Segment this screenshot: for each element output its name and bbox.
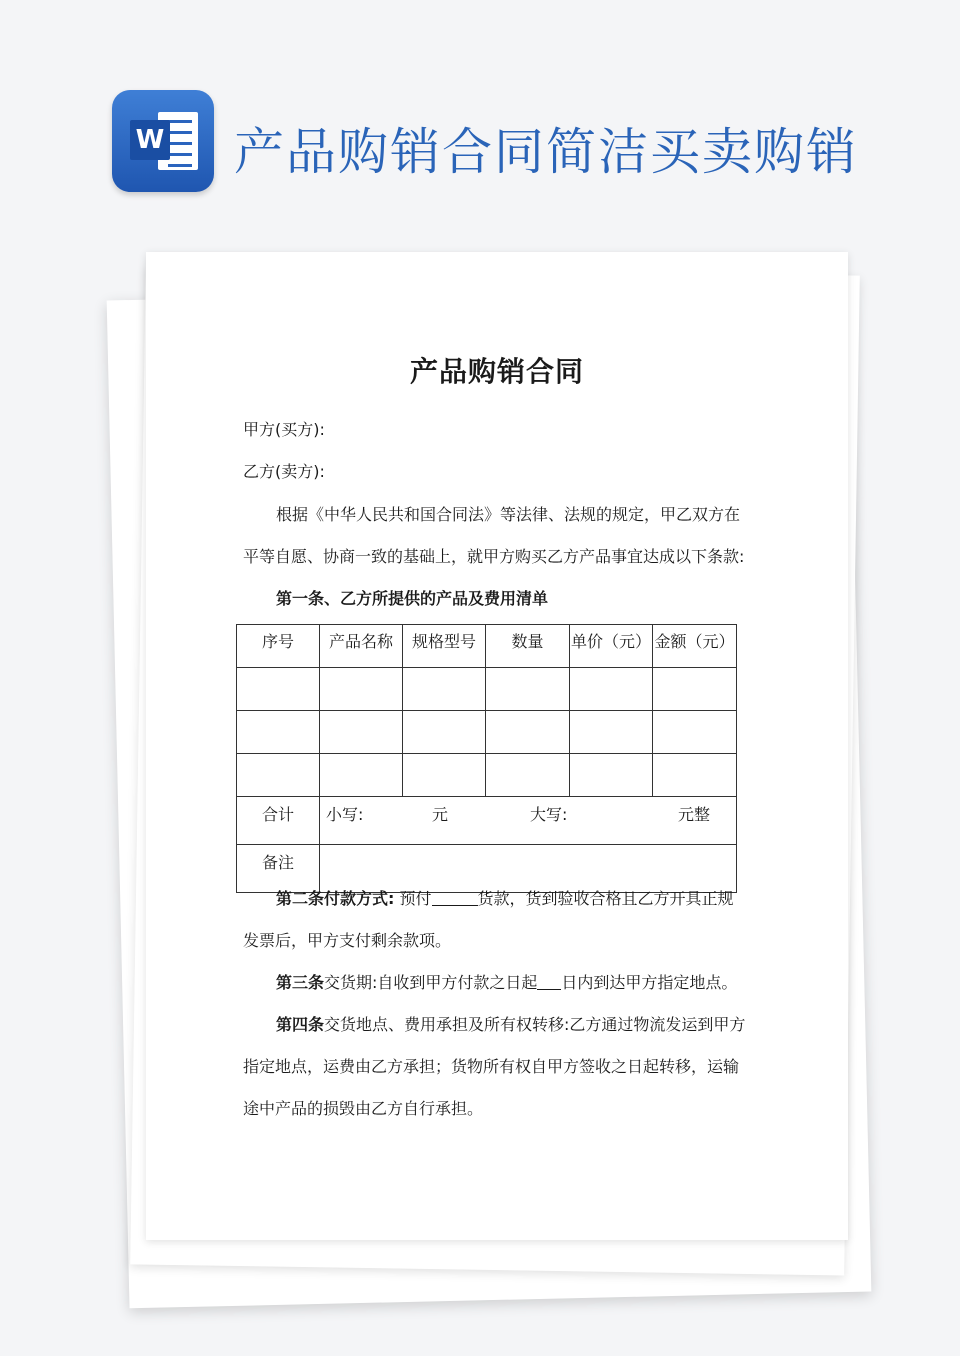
table-row (237, 754, 737, 797)
big-amount-unit: 元整 (678, 805, 711, 824)
article-4-heading: 第四条 (276, 1015, 325, 1034)
article-3-line (276, 970, 737, 993)
header-cell-amount: 金额（元） (653, 625, 737, 668)
header-cell-unit-price: 单价（元） (570, 625, 653, 668)
article-3-text-b: 日内到达甲方指定地点。 (561, 973, 738, 992)
party-b-line: 乙方(卖方): (243, 462, 325, 481)
article-4-line-1 (276, 1012, 745, 1035)
total-amount-cell[interactable] (320, 797, 737, 845)
article-3-heading: 第三条 (276, 973, 325, 992)
article-4-line-3: 途中产品的损毁由乙方自行承担。 (243, 1099, 484, 1118)
word-letter-badge: W (130, 120, 170, 160)
header-cell-index: 序号 (237, 625, 320, 668)
table-cell[interactable] (653, 668, 737, 711)
document-title: 产品购销合同 (409, 355, 584, 388)
product-fee-table (236, 624, 737, 893)
table-cell[interactable] (237, 754, 320, 797)
article-2-line-2: 发票后，甲方支付剩余款项。 (243, 931, 452, 950)
table-cell[interactable] (320, 711, 403, 754)
header-cell-spec: 规格型号 (403, 625, 486, 668)
article-2-heading: 第二条付款方式: (276, 889, 395, 908)
small-amount-label: 小写: (326, 805, 364, 824)
intro-line-2: 平等自愿、协商一致的基础上，就甲方购买乙方产品事宜达成以下条款: (243, 547, 745, 566)
prepay-blank[interactable] (432, 889, 478, 906)
intro-line-1: 根据《中华人民共和国合同法》等法律、法规的规定，甲乙双方在 (276, 505, 741, 524)
remarks-label: 备注 (237, 845, 320, 893)
table-cell[interactable] (653, 754, 737, 797)
article-4-text: 交货地点、费用承担及所有权转移:乙方通过物流发运到甲方 (324, 1015, 746, 1034)
table-row (237, 711, 737, 754)
header-banner (0, 0, 960, 240)
table-row (237, 668, 737, 711)
big-amount-label: 大写: (530, 805, 568, 824)
word-document-icon (112, 90, 214, 192)
article-2-prepay-label: 预付 (399, 889, 432, 908)
total-label: 合计 (237, 797, 320, 845)
article-2-line-1 (276, 886, 734, 909)
table-cell[interactable] (320, 668, 403, 711)
table-header-row (237, 625, 737, 668)
table-cell[interactable] (237, 668, 320, 711)
table-cell[interactable] (320, 754, 403, 797)
document-page (146, 252, 848, 1240)
table-cell[interactable] (403, 668, 486, 711)
table-cell[interactable] (570, 668, 653, 711)
header-cell-product-name: 产品名称 (320, 625, 403, 668)
article-2-text: 货款，货到验收合格且乙方开具正规 (477, 889, 734, 908)
table-cell[interactable] (237, 711, 320, 754)
table-cell[interactable] (403, 711, 486, 754)
small-amount-unit: 元 (432, 805, 449, 824)
table-cell[interactable] (570, 754, 653, 797)
table-cell[interactable] (486, 711, 570, 754)
table-cell[interactable] (486, 668, 570, 711)
article-1-heading: 第一条、乙方所提供的产品及费用清单 (276, 589, 549, 608)
article-3-text-a: 交货期:自收到甲方付款之日起 (324, 973, 538, 992)
delivery-days-blank[interactable] (537, 973, 561, 990)
table-total-row (237, 797, 737, 845)
party-a-line: 甲方(买方): (243, 420, 325, 439)
article-4-line-2: 指定地点，运费由乙方承担；货物所有权自甲方签收之日起转移，运输 (243, 1057, 740, 1076)
banner-title: 产品购销合同简洁买卖购销 (234, 123, 858, 181)
table-cell[interactable] (653, 711, 737, 754)
header-cell-quantity: 数量 (486, 625, 570, 668)
table-cell[interactable] (403, 754, 486, 797)
table-cell[interactable] (570, 711, 653, 754)
table-cell[interactable] (486, 754, 570, 797)
